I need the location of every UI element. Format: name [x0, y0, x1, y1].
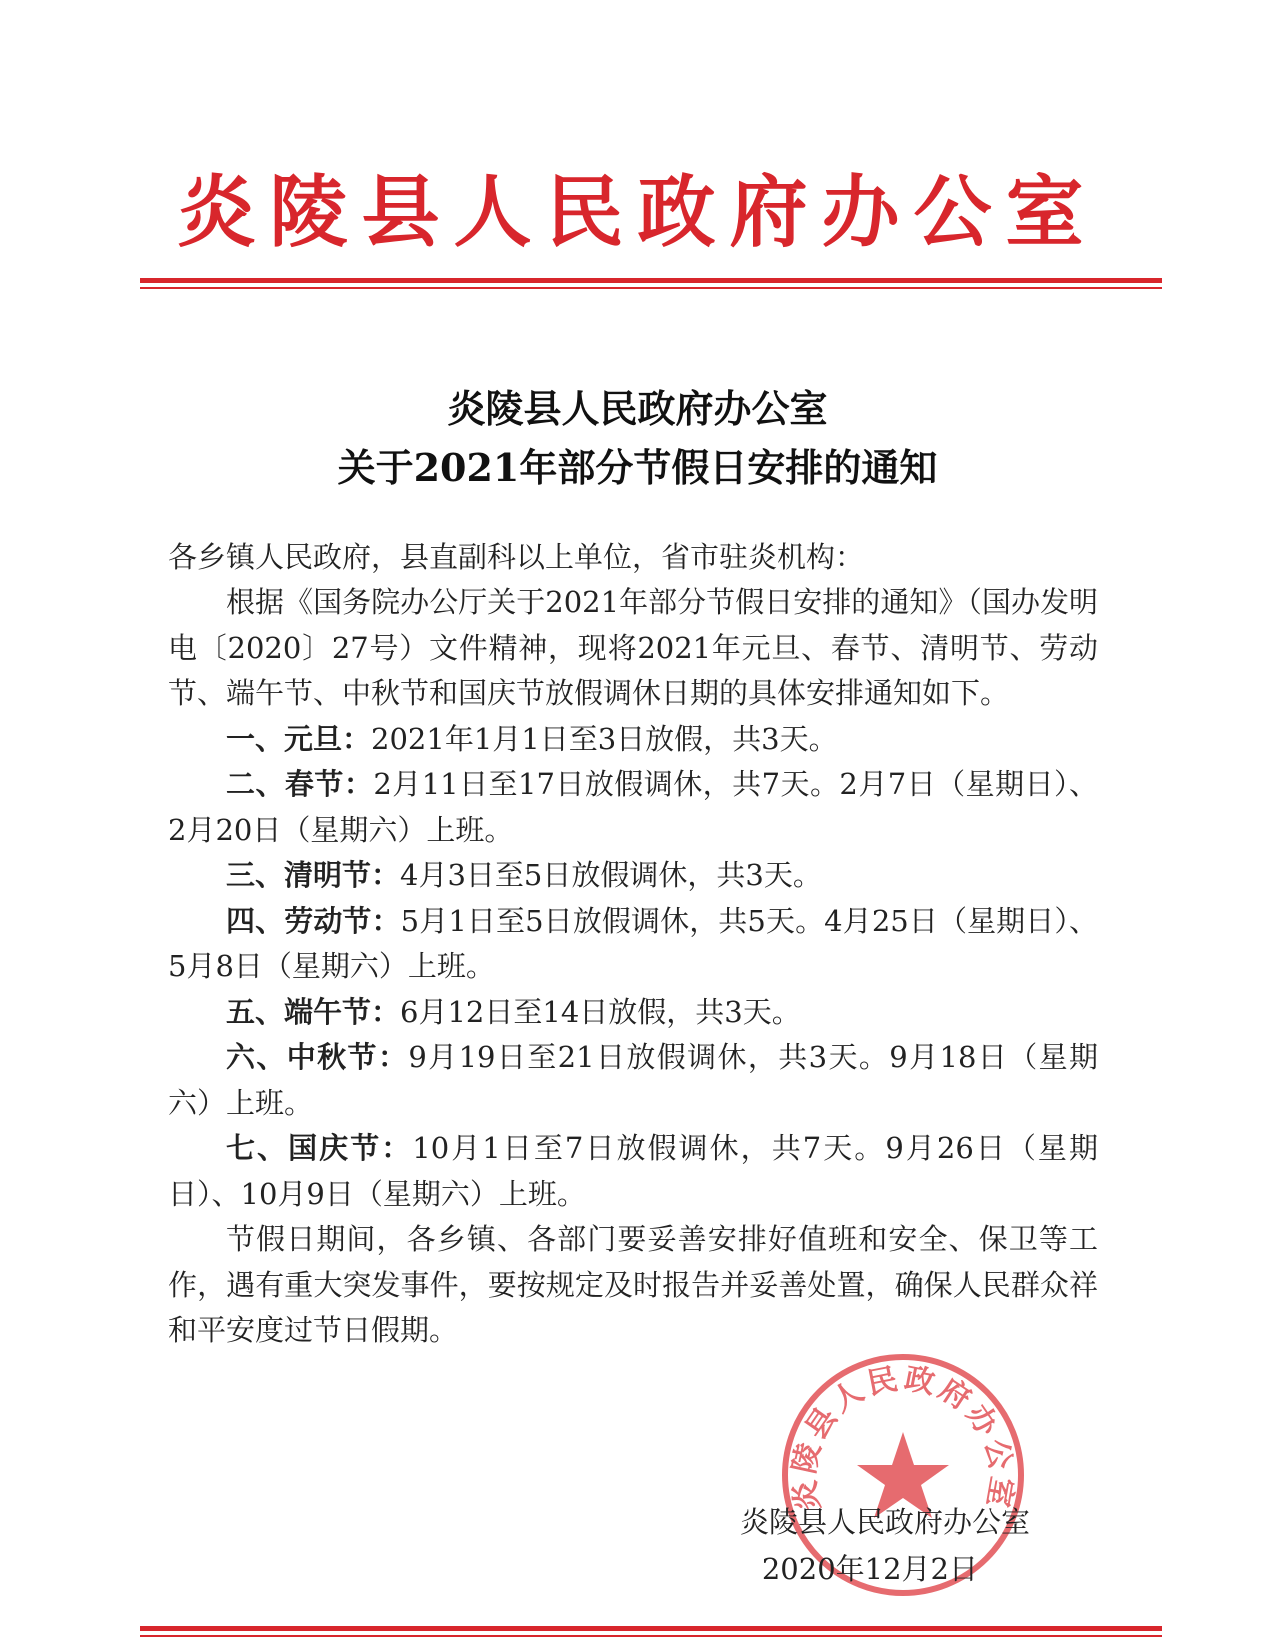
- intro-paragraph: 根据《国务院办公厅关于2021年部分节假日安排的通知》（国办发明电〔2020〕27号）文件精神，现将2021年元旦、春节、清明节、劳动节、端午节、中秋节和国庆节放假调休日期的具体安排通知如下。: [168, 585, 1098, 710]
- holiday-item-head: 一、元旦：: [226, 721, 372, 756]
- footer-rule-thin: [140, 1635, 1162, 1637]
- holiday-item-text: 5月1日至5日放假调休，共5天。4月25日（星期日）、5月8日（星期六）上班。: [168, 903, 1098, 983]
- document-title-line2: 关于2021年部分节假日安排的通知: [337, 445, 938, 490]
- footer-rule-thick: [140, 1626, 1162, 1631]
- holiday-item-head: 七、国庆节：: [226, 1131, 413, 1165]
- holiday-item-head: 五、端午节：: [226, 994, 401, 1029]
- masthead-title: 炎陵县人民政府办公室: [177, 167, 1098, 258]
- holiday-item-head: 六、中秋节：: [226, 1040, 409, 1074]
- document-body: [168, 580, 1098, 1354]
- holiday-item: [168, 762, 1098, 853]
- signature-date: 2020年12月2日: [761, 1552, 978, 1586]
- document-title-line1: 炎陵县人民政府办公室: [447, 386, 828, 431]
- holiday-item-text: 2021年1月1日至3日放假，共3天。: [371, 721, 838, 756]
- masthead-rule-thick: [140, 278, 1162, 283]
- holiday-item-text: 4月3日至5日放假调休，共3天。: [400, 858, 822, 892]
- holiday-item: [168, 1126, 1098, 1217]
- holiday-item-head: 四、劳动节：: [226, 903, 401, 938]
- holiday-item: [168, 899, 1098, 990]
- signature-organization: 炎陵县人民政府办公室: [739, 1505, 1030, 1539]
- holiday-item: [168, 853, 1098, 899]
- holiday-item-text: 10月1日至7日放假调休，共7天。9月26日（星期日）、10月9日（星期六）上班。: [168, 1131, 1098, 1211]
- holiday-item: [168, 1035, 1098, 1126]
- holiday-item-text: 2月11日至17日放假调休，共7天。2月7日（星期日）、2月20日（星期六）上班。: [168, 767, 1098, 847]
- holiday-item-text: 9月19日至21日放假调休，共3天。9月18日（星期六）上班。: [168, 1040, 1098, 1120]
- closing-paragraph: 节假日期间，各乡镇、各部门要妥善安排好值班和安全、保卫等工作，遇有重大突发事件，要按规定及时报告并妥善处置，确保人民群众祥和平安度过节日假期。: [168, 1222, 1098, 1347]
- salutation: 各乡镇人民政府，县直副科以上单位，省市驻炎机构：: [168, 540, 865, 574]
- seal-text: 炎陵县人民政府办公室: [786, 1361, 1020, 1514]
- holiday-item-text: 6月12日至14日放假，共3天。: [400, 994, 801, 1029]
- holiday-item: [168, 717, 1098, 763]
- holiday-item-head: 三、清明节：: [226, 858, 401, 892]
- holiday-item: [168, 990, 1098, 1036]
- masthead-rule-thin: [140, 287, 1162, 289]
- holiday-item-head: 二、春节：: [226, 767, 374, 801]
